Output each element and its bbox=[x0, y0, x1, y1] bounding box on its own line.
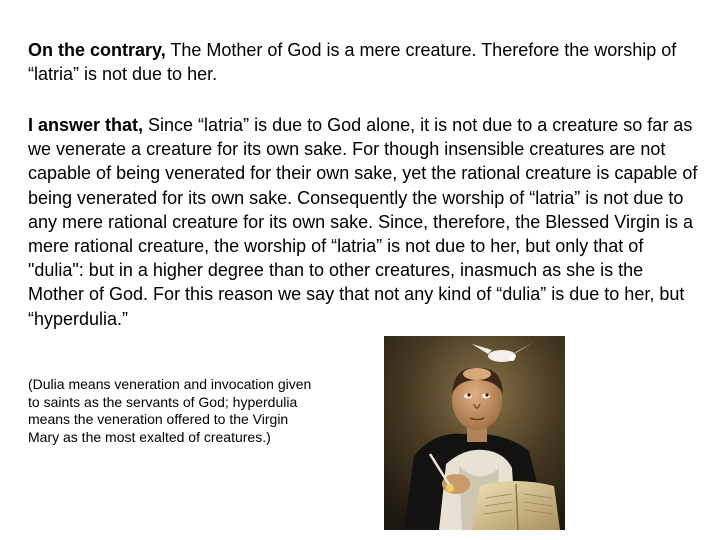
writing-hand bbox=[442, 474, 470, 494]
paragraph-lead: I answer that, bbox=[28, 115, 144, 135]
paragraph-text: The Mother of God is a mere creature. Therefore the worship of “latria” is not due to her. bbox=[28, 40, 677, 84]
paragraph-lead: On the contrary, bbox=[28, 40, 166, 60]
objection-paragraph bbox=[28, 38, 678, 86]
footnote-text: (Dulia means veneration and invocation given to saints as the servants of God; hyperdulia means the veneration offered to the Virgin Mary as the most exalted of creatures.) bbox=[28, 376, 312, 445]
saint-portrait-image bbox=[384, 336, 565, 530]
paragraph-text: Since “latria” is due to God alone, it is not due to a creature so far as we venerate a creature for its own sake. For though insensible creatures are not capable of being venerated for their own sake, yet the rational creature is capable of being venerated for its own sake. Consequently the worship of “latria” is not due to any mere rational creature for its own sake. Since, therefore, the Blessed Virgin is a mere rational creature, the worship of “latria” is not due to her, but only that of "dulia": but in a higher degree than to other creatures, inasmuch as she is the Mother of God. For this reason we say that not any kind of “dulia” is due to her, but “hyperdulia.” bbox=[28, 115, 698, 329]
answer-paragraph bbox=[28, 113, 700, 331]
